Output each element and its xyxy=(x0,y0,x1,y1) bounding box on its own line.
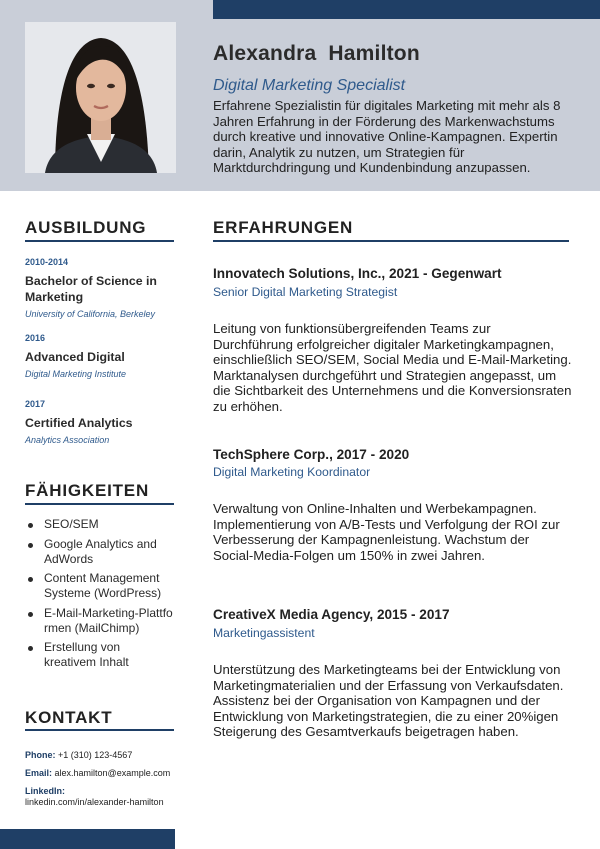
education-degree: Advanced Digital xyxy=(25,350,125,364)
experience-divider xyxy=(213,240,569,242)
profile-summary: Erfahrene Spezialistin für digitales Marketing mit mehr als 8 Jahren Erfahrung in der Förderung des Markenwachstums durch kreative und innovative Online-Kampagnen. Expertin darin, Analytik zu nutzen, um Strategien für Marktdurchdringung und Kundenbindung anzupassen. xyxy=(213,98,561,176)
candidate-name: Alexandra Hamilton xyxy=(213,42,420,65)
experience-heading: ERFAHRUNGEN xyxy=(213,218,354,237)
education-degree: Certified Analytics xyxy=(25,416,133,430)
skill-item: Erstellung von kreativem Inhalt xyxy=(25,640,175,670)
contact-email xyxy=(25,768,185,779)
job-role: Digital Marketing Koordinator xyxy=(213,465,371,479)
job-role: Marketingassistent xyxy=(213,626,315,640)
bullet-icon xyxy=(28,543,33,548)
skill-item: Content Management Systeme (WordPress) xyxy=(25,571,175,601)
phone-label: Phone: xyxy=(25,750,56,760)
candidate-title: Digital Marketing Specialist xyxy=(213,77,406,94)
education-degree: Bachelor of Science in Marketing xyxy=(25,274,157,304)
education-school: Analytics Association xyxy=(25,435,110,445)
profile-photo xyxy=(25,22,176,173)
education-divider xyxy=(25,240,174,242)
job-role: Senior Digital Marketing Strategist xyxy=(213,285,398,299)
skill-item: Google Analytics and AdWords xyxy=(25,537,175,567)
bullet-icon xyxy=(28,523,33,528)
phone-value[interactable]: +1 (310) 123-4567 xyxy=(58,750,133,760)
skills-list xyxy=(25,517,175,675)
skills-divider xyxy=(25,503,174,505)
bullet-icon xyxy=(28,577,33,582)
job-description: Leitung von funktionsübergreifenden Teams zur Durchführung erfolgreicher digitaler Marketingkampagnen, einschließlich SEO/SEM, Social Media und E-Mail-Marketing. Marktanalysen durchgeführt und Strategien angepasst, um die Sichtbarkeit des Unternehmens und die Konversionsraten zu erhöhen. xyxy=(213,321,572,414)
linkedin-link[interactable]: linkedin.com/in/alexander-hamilton xyxy=(25,797,164,807)
education-years: 2010-2014 xyxy=(25,257,69,267)
contact-linkedin xyxy=(25,786,185,808)
skill-item: E-Mail-Marketing-Plattformen (MailChimp) xyxy=(25,606,175,636)
email-link[interactable]: alex.hamilton@example.com xyxy=(54,768,171,778)
job-company: Innovatech Solutions, Inc., 2021 - Gegenwart xyxy=(213,266,502,281)
top-accent-bar xyxy=(213,0,600,19)
education-heading: AUSBILDUNG xyxy=(25,218,147,237)
contact-phone xyxy=(25,750,185,761)
linkedin-label: LinkedIn: xyxy=(25,786,65,796)
job-description: Verwaltung von Online-Inhalten und Werbekampagnen. Implementierung von A/B-Tests und Verfolgung der ROI zur Verbesserung der Kampagnenleistung. Wachstum der Social-Media-Folgen um 150% in zwei Jahren. xyxy=(213,501,560,563)
bullet-icon xyxy=(28,646,33,651)
email-label: Email: xyxy=(25,768,53,778)
bullet-icon xyxy=(28,612,33,617)
education-years: 2016 xyxy=(25,333,46,343)
contact-heading: KONTAKT xyxy=(25,708,113,727)
education-school: Digital Marketing Institute xyxy=(25,369,127,379)
job-company: CreativeX Media Agency, 2015 - 2017 xyxy=(213,607,450,622)
job-company: TechSphere Corp., 2017 - 2020 xyxy=(213,447,410,462)
bottom-accent-bar xyxy=(0,829,175,849)
education-school: University of California, Berkeley xyxy=(25,309,156,319)
skills-heading: FÄHIGKEITEN xyxy=(25,481,150,500)
job-description: Unterstützung des Marketingteams bei der Entwicklung von Marketingmaterialien und der Erfassung von Verkaufsdaten. Assistenz bei der Organisation von Kampagnen und der Entwicklung von Marketingstrategien, die zu einer 20%igen Steigerung des Gesamtverkaufs beigetragen haben. xyxy=(213,662,564,739)
education-years: 2017 xyxy=(25,399,46,409)
skill-item: SEO/SEM xyxy=(25,517,175,532)
contact-divider xyxy=(25,729,174,731)
